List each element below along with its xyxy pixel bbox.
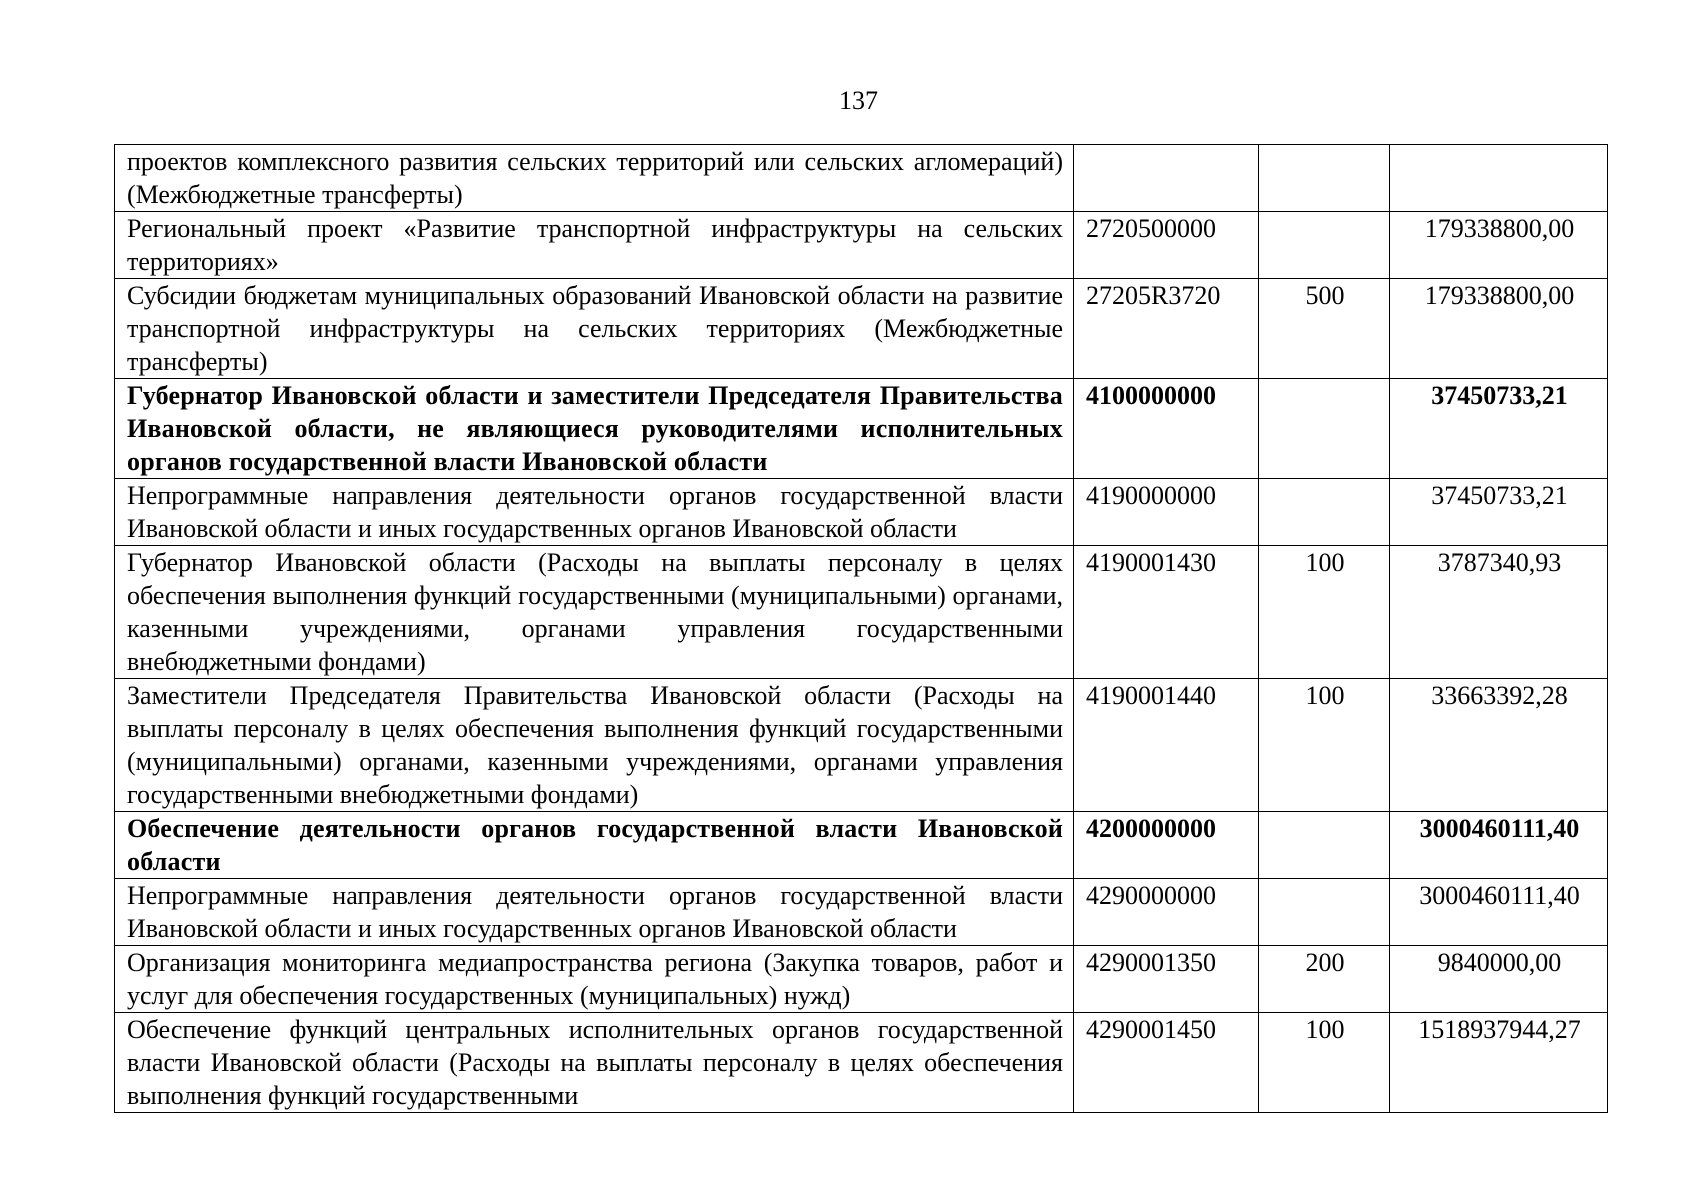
row-vr-code (1259, 212, 1390, 279)
row-vr-code: 100 (1259, 546, 1390, 679)
row-sum: 33663392,28 (1390, 679, 1608, 812)
row-vr-code (1259, 812, 1390, 879)
row-name: Обеспечение деятельности органов государственной власти Ивановской области (115, 812, 1074, 879)
row-sum: 179338800,00 (1390, 212, 1608, 279)
table-row (115, 379, 1608, 479)
row-vr-code: 100 (1259, 1013, 1390, 1113)
row-name: Непрограммные направления деятельности органов государственной власти Ивановской области и иных государственных органов Ивановской области (115, 479, 1074, 546)
row-name: Организация мониторинга медиапространства региона (Закупка товаров, работ и услуг для обеспечения государственных (муниципальных) нужд) (115, 946, 1074, 1013)
table-row (115, 212, 1608, 279)
row-name: проектов комплексного развития сельских территорий или сельских агломераций) (Межбюджетные трансферты) (115, 145, 1074, 212)
row-vr-code (1259, 479, 1390, 546)
row-sum: 37450733,21 (1390, 379, 1608, 479)
row-csr-code: 4290000000 (1074, 879, 1259, 946)
row-vr-code: 500 (1259, 279, 1390, 379)
row-csr-code: 4190000000 (1074, 479, 1259, 546)
page-number: 137 (839, 86, 878, 115)
row-csr-code: 4290001350 (1074, 946, 1259, 1013)
row-sum: 37450733,21 (1390, 479, 1608, 546)
row-name: Губернатор Ивановской области (Расходы на выплаты персоналу в целях обеспечения выполнения функций государственными (муниципальными) органами, казенными учреждениями, органами управления государственными внебюджетными фондами) (115, 546, 1074, 679)
row-csr-code: 4200000000 (1074, 812, 1259, 879)
row-vr-code (1259, 379, 1390, 479)
row-vr-code: 200 (1259, 946, 1390, 1013)
row-csr-code: 4100000000 (1074, 379, 1259, 479)
table-row (115, 279, 1608, 379)
row-sum: 9840000,00 (1390, 946, 1608, 1013)
row-csr-code: 4190001430 (1074, 546, 1259, 679)
table-row (115, 546, 1608, 679)
table-row (115, 145, 1608, 212)
row-sum (1390, 145, 1608, 212)
table-row (115, 479, 1608, 546)
row-name: Заместители Председателя Правительства Ивановской области (Расходы на выплаты персоналу в целях обеспечения выполнения функций государственными (муниципальными) органами, казенными учреждениями, органами управления государственными внебюджетными фондами) (115, 679, 1074, 812)
row-sum: 179338800,00 (1390, 279, 1608, 379)
row-sum: 1518937944,27 (1390, 1013, 1608, 1113)
row-sum: 3000460111,40 (1390, 812, 1608, 879)
row-vr-code (1259, 145, 1390, 212)
row-csr-code: 4190001440 (1074, 679, 1259, 812)
table-row (115, 679, 1608, 812)
budget-table (114, 144, 1608, 1113)
row-csr-code: 2720500000 (1074, 212, 1259, 279)
row-vr-code (1259, 879, 1390, 946)
row-name: Региональный проект «Развитие транспортной инфраструктуры на сельских территориях» (115, 212, 1074, 279)
table-row (115, 812, 1608, 879)
row-sum: 3787340,93 (1390, 546, 1608, 679)
row-name: Субсидии бюджетам муниципальных образований Ивановской области на развитие транспортной инфраструктуры на сельских территориях (Межбюджетные трансферты) (115, 279, 1074, 379)
row-name: Губернатор Ивановской области и заместители Председателя Правительства Ивановской области, не являющиеся руководителями исполнительных органов государственной власти Ивановской области (115, 379, 1074, 479)
row-csr-code: 4290001450 (1074, 1013, 1259, 1113)
row-sum: 3000460111,40 (1390, 879, 1608, 946)
row-csr-code: 27205R3720 (1074, 279, 1259, 379)
row-csr-code (1074, 145, 1259, 212)
row-name: Обеспечение функций центральных исполнительных органов государственной власти Ивановской области (Расходы на выплаты персоналу в целях обеспечения выполнения функций государственными (115, 1013, 1074, 1113)
table-row (115, 879, 1608, 946)
row-name: Непрограммные направления деятельности органов государственной власти Ивановской области и иных государственных органов Ивановской области (115, 879, 1074, 946)
table-row (115, 946, 1608, 1013)
row-vr-code: 100 (1259, 679, 1390, 812)
table-row (115, 1013, 1608, 1113)
